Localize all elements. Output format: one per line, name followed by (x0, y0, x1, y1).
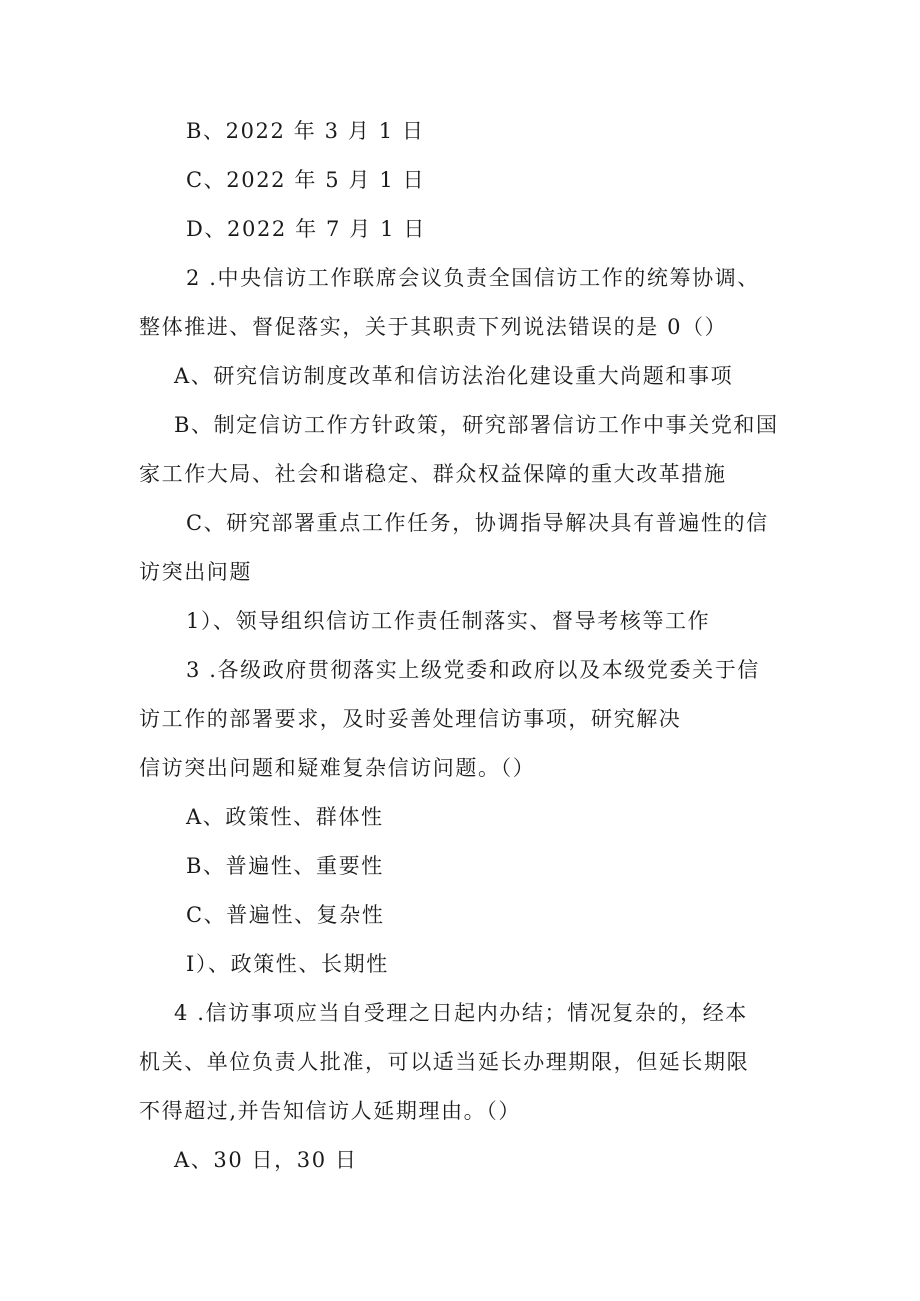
question-2-line-1: 2 .中央信访工作联席会议负责全国信访工作的统筹协调、 (186, 266, 760, 290)
option-d-date: D、2022 年 7 月 1 日 (186, 217, 426, 241)
question-2-option-c-line-1: C、研究部署重点工作任务，协调指导解决具有普遍性的信 (186, 511, 769, 535)
question-4-option-a: A、30 日，30 日 (174, 1148, 358, 1172)
question-2-option-a: A、研究信访制度改革和信访法治化建设重大尚题和事项 (174, 364, 734, 388)
question-3-line-1: 3 .各级政府贯彻落实上级党委和政府以及本级党委关于信 (186, 658, 760, 682)
question-3-line-2: 访工作的部署要求，及时妥善处理信访事项，研究解决 (139, 707, 682, 731)
question-4-line-2: 机关、单位负责人批准，可以适当延长办理期限，但延长期限 (139, 1050, 750, 1074)
question-4-line-3: 不得超过,并告知信访人延期理由。（） (139, 1099, 521, 1123)
option-b-date: B、2022 年 3 月 1 日 (186, 119, 425, 143)
question-4-line-1: 4 .信访事项应当自受理之日起内办结；情况复杂的，经本 (174, 1001, 748, 1025)
question-3-option-d: I）、政策性、长期性 (186, 952, 389, 976)
question-2-line-2: 整体推进、督促落实，关于其职责下列说法错误的是 0（） (139, 315, 728, 339)
question-2-option-d: 1）、领导组织信访工作责任制落实、督导考核等工作 (186, 609, 711, 633)
question-3-option-a: A、政策性、群体性 (186, 805, 384, 829)
option-c-date: C、2022 年 5 月 1 日 (186, 168, 426, 192)
question-3-option-c: C、普遍性、复杂性 (186, 903, 385, 927)
question-2-option-b-line-1: B、制定信访工作方针政策，研究部署信访工作中事关党和国 (174, 413, 779, 437)
question-2-option-c-line-2: 访突出问题 (139, 560, 252, 584)
question-2-option-b-line-2: 家工作大局、社会和谐稳定、群众权益保障的重大改革措施 (139, 462, 727, 486)
question-3-line-3: 信访突出问题和疑难复杂信访问题。（） (139, 756, 536, 780)
question-3-option-b: B、普遍性、重要性 (186, 854, 384, 878)
